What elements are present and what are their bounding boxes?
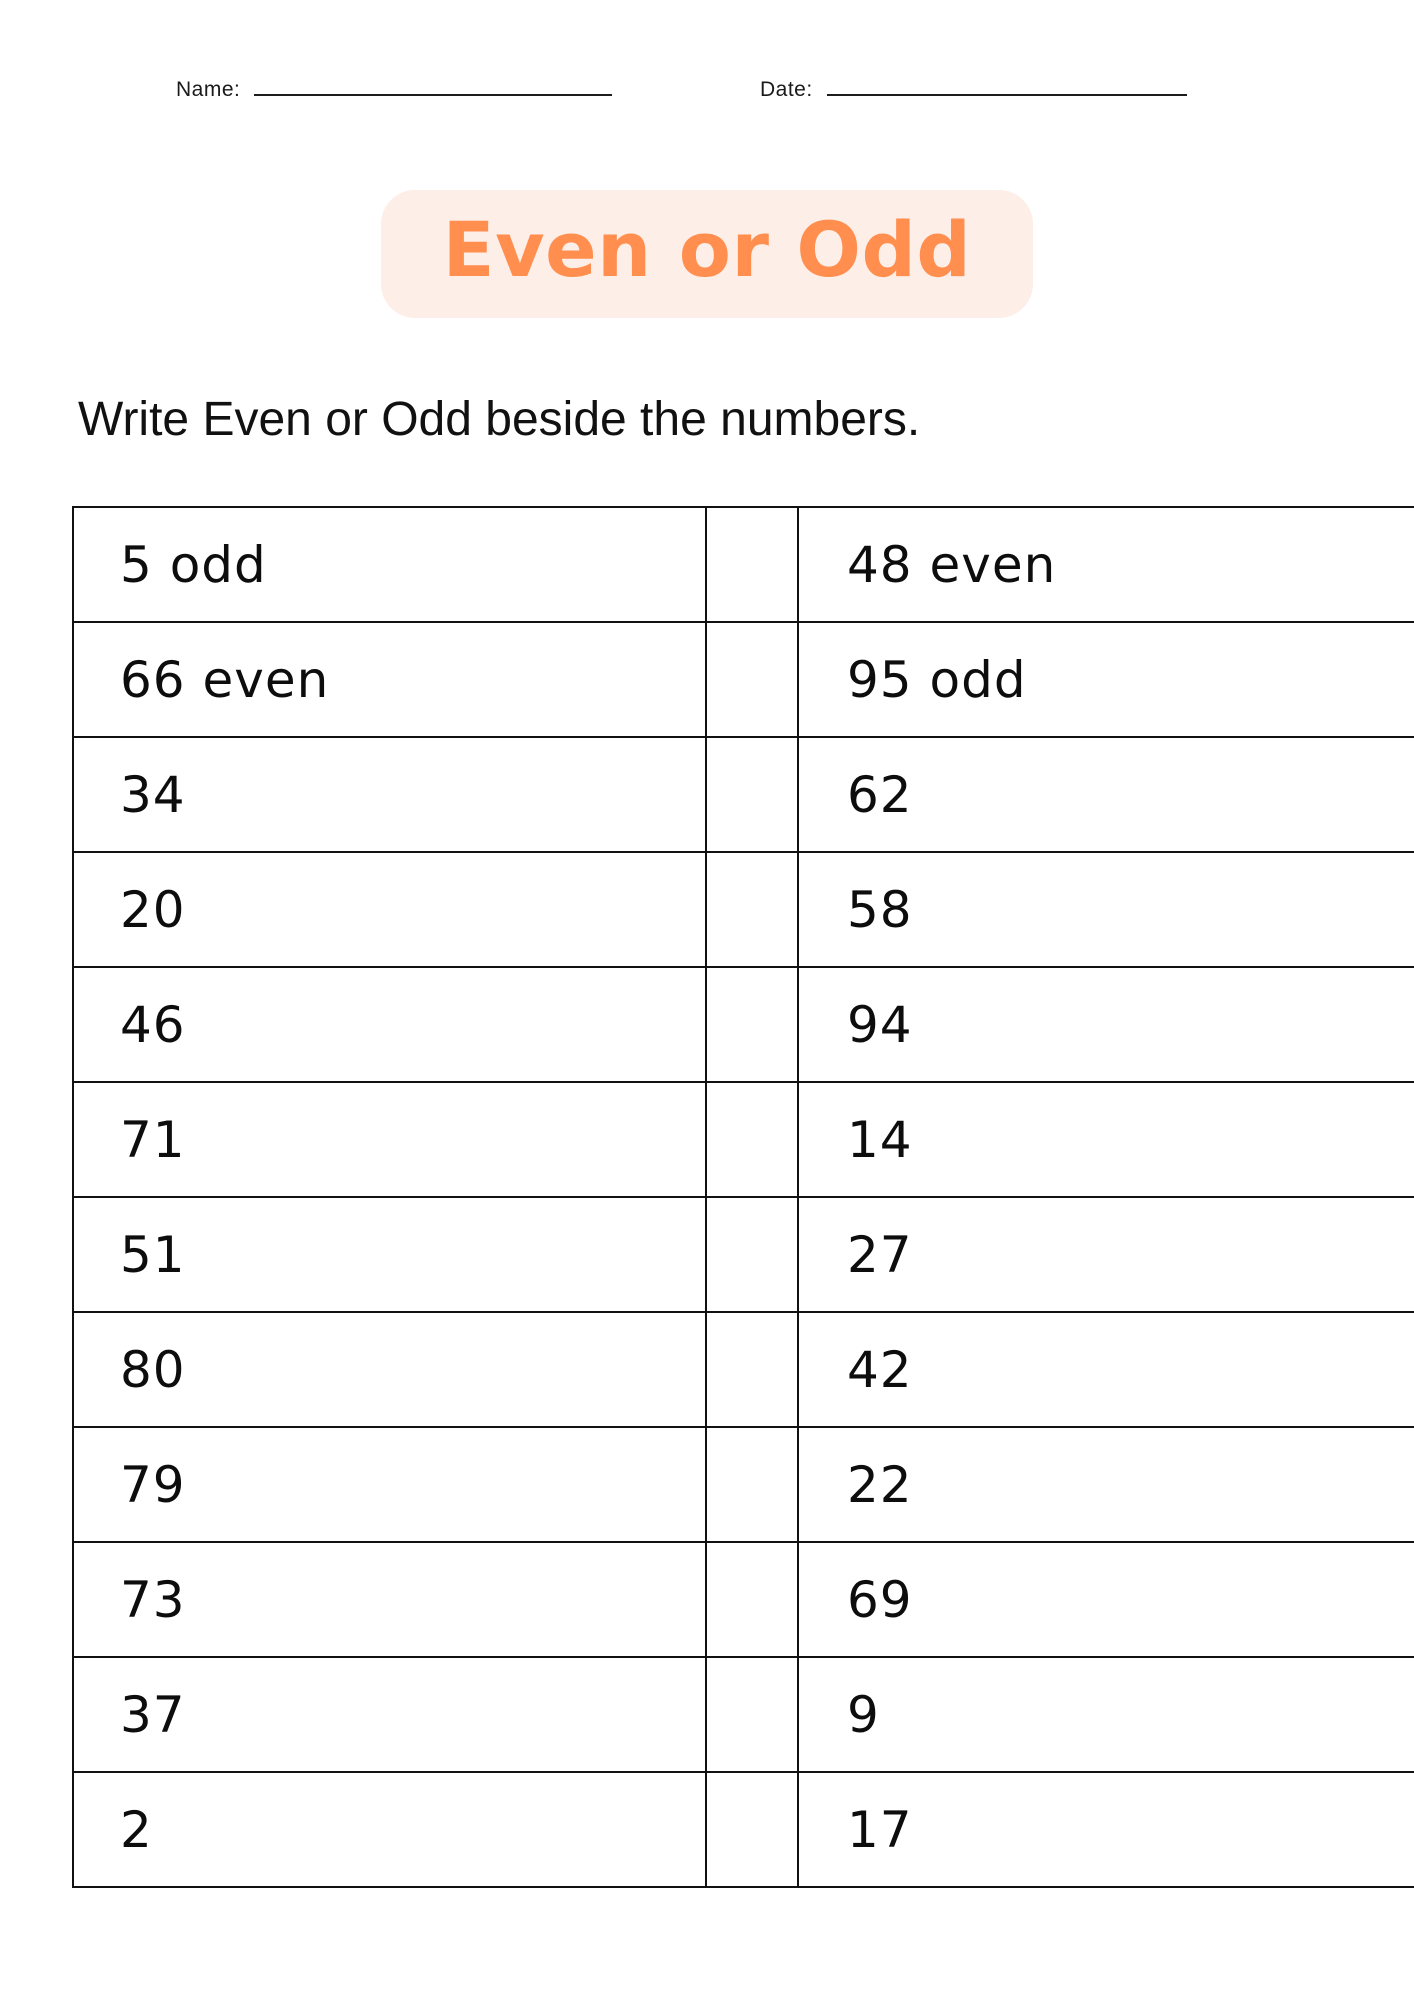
cell-value: 62 [847, 765, 913, 824]
cell-value: 42 [847, 1340, 913, 1399]
cell-value: 9 [847, 1685, 880, 1744]
worksheet-meta-row [0, 78, 1414, 118]
cell-value: 95 odd [847, 650, 1027, 709]
table-row [73, 737, 1414, 852]
answer-cell-right[interactable] [798, 622, 1414, 737]
answer-cell-left[interactable] [73, 1312, 706, 1427]
cell-value: 66 even [120, 650, 330, 709]
answer-cell-right[interactable] [798, 1082, 1414, 1197]
answer-cell-left[interactable] [73, 1427, 706, 1542]
spacer-cell [706, 852, 798, 967]
title-banner [0, 190, 1414, 318]
table-row [73, 1312, 1414, 1427]
spacer-cell [706, 1197, 798, 1312]
cell-value: 22 [847, 1455, 913, 1514]
page-title: Even or Odd [442, 205, 972, 294]
cell-value: 20 [120, 880, 186, 939]
cell-value: 69 [847, 1570, 913, 1629]
answer-cell-right[interactable] [798, 1542, 1414, 1657]
answer-cell-right[interactable] [798, 1772, 1414, 1887]
spacer-cell [706, 1312, 798, 1427]
table-row [73, 1197, 1414, 1312]
name-input-line[interactable] [254, 94, 612, 96]
answer-cell-right[interactable] [798, 1657, 1414, 1772]
answer-cell-right[interactable] [798, 1197, 1414, 1312]
table-row [73, 1772, 1414, 1887]
spacer-cell [706, 1542, 798, 1657]
spacer-cell [706, 622, 798, 737]
table-row [73, 1542, 1414, 1657]
title-pill [381, 190, 1034, 318]
answer-cell-left[interactable] [73, 1082, 706, 1197]
numbers-table-body [73, 507, 1414, 1887]
instruction-text: Write Even or Odd beside the numbers. [78, 393, 921, 446]
answer-cell-right[interactable] [798, 507, 1414, 622]
date-input-line[interactable] [827, 94, 1187, 96]
spacer-cell [706, 1427, 798, 1542]
cell-value: 37 [120, 1685, 186, 1744]
answer-cell-right[interactable] [798, 967, 1414, 1082]
table-row [73, 1427, 1414, 1542]
answer-cell-left[interactable] [73, 507, 706, 622]
spacer-cell [706, 507, 798, 622]
answer-cell-left[interactable] [73, 1197, 706, 1312]
name-field-group [176, 78, 612, 102]
table-row [73, 1657, 1414, 1772]
name-label: Name: [176, 78, 241, 101]
date-label: Date: [760, 78, 813, 101]
answer-cell-right[interactable] [798, 1427, 1414, 1542]
cell-value: 73 [120, 1570, 186, 1629]
cell-value: 46 [120, 995, 186, 1054]
spacer-cell [706, 1082, 798, 1197]
cell-value: 27 [847, 1225, 913, 1284]
table-row [73, 507, 1414, 622]
answer-cell-left[interactable] [73, 967, 706, 1082]
cell-value: 14 [847, 1110, 913, 1169]
answer-cell-right[interactable] [798, 852, 1414, 967]
answer-cell-right[interactable] [798, 737, 1414, 852]
cell-value: 5 odd [120, 535, 267, 594]
answer-cell-left[interactable] [73, 1542, 706, 1657]
spacer-cell [706, 1657, 798, 1772]
cell-value: 79 [120, 1455, 186, 1514]
cell-value: 48 even [847, 535, 1057, 594]
table-row [73, 967, 1414, 1082]
answer-cell-left[interactable] [73, 737, 706, 852]
cell-value: 58 [847, 880, 913, 939]
table-row [73, 852, 1414, 967]
cell-value: 94 [847, 995, 913, 1054]
answer-cell-left[interactable] [73, 1772, 706, 1887]
answer-cell-left[interactable] [73, 1657, 706, 1772]
cell-value: 17 [847, 1800, 913, 1859]
cell-value: 71 [120, 1110, 186, 1169]
cell-value: 2 [120, 1800, 153, 1859]
cell-value: 34 [120, 765, 186, 824]
date-field-group [760, 78, 1187, 102]
cell-value: 51 [120, 1225, 186, 1284]
spacer-cell [706, 967, 798, 1082]
answer-cell-left[interactable] [73, 622, 706, 737]
spacer-cell [706, 737, 798, 852]
table-row [73, 622, 1414, 737]
answer-cell-left[interactable] [73, 852, 706, 967]
table-row [73, 1082, 1414, 1197]
numbers-table [72, 506, 1414, 1888]
answer-cell-right[interactable] [798, 1312, 1414, 1427]
cell-value: 80 [120, 1340, 186, 1399]
spacer-cell [706, 1772, 798, 1887]
